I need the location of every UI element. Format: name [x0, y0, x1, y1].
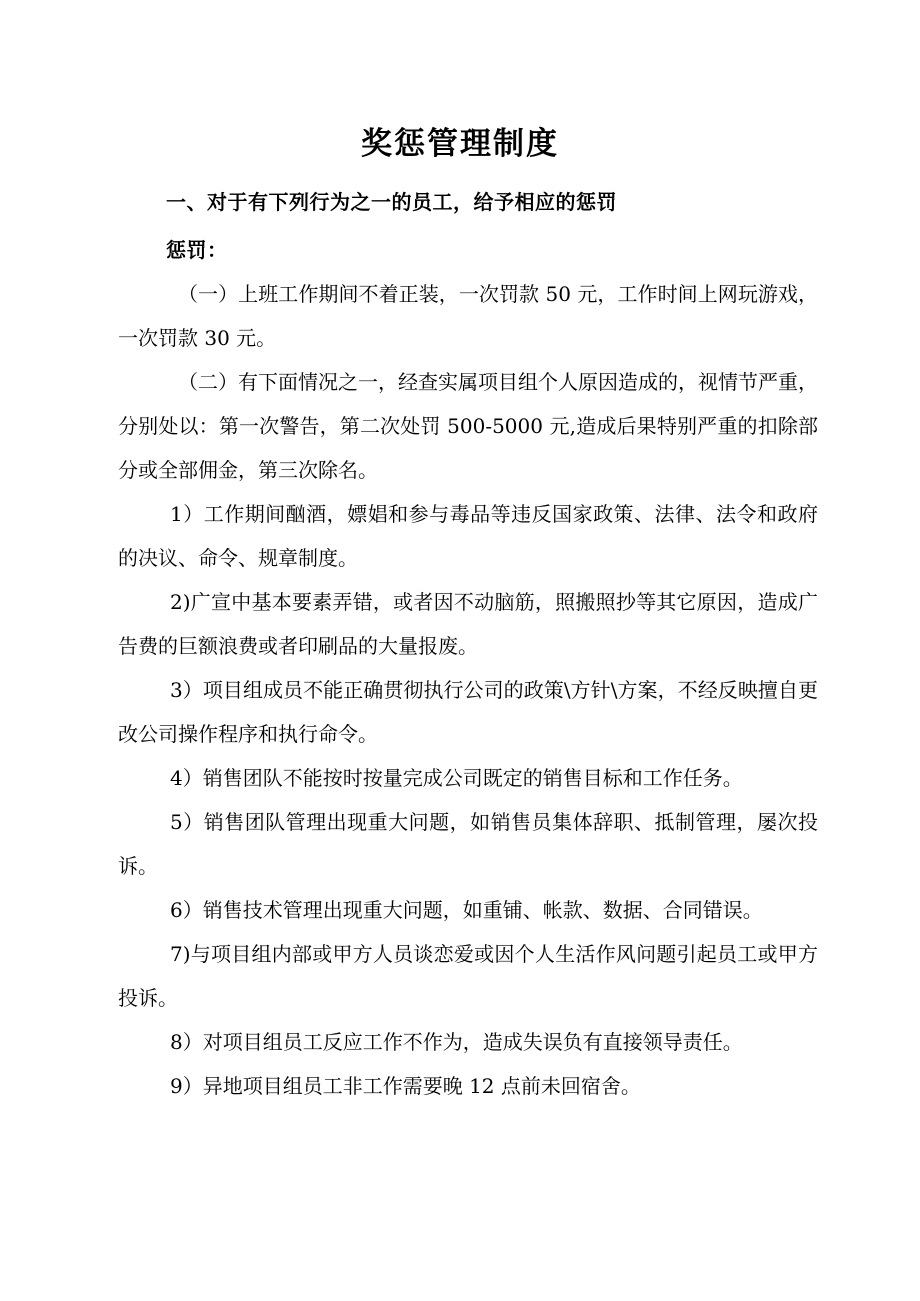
list-item-9: 9）异地项目组员工非工作需要晚 12 点前未回宿舍。 [170, 1074, 641, 1098]
document-body [118, 180, 818, 1108]
paragraph-1: （一）上班工作期间不着正装，一次罚款 50 元，工作时间上网玩游戏，一次罚款 30 元。 [118, 282, 818, 350]
list-item-7: 7)与项目组内部或甲方人员谈恋爱或因个人生活作风问题引起员工或甲方投诉。 [118, 942, 818, 1010]
list-item-4: 4）销售团队不能按时按量完成公司既定的销售目标和工作任务。 [170, 766, 743, 790]
document-title: 奖惩管理制度 [361, 126, 559, 162]
list-item-5: 5）销售团队管理出现重大问题，如销售员集体辞职、抵制管理，屡次投诉。 [118, 810, 818, 878]
list-item-6: 6）销售技术管理出现重大问题，如重铺、帐款、数据、合同错误。 [170, 898, 763, 922]
paragraph-2: （二）有下面情况之一，经查实属项目组个人原因造成的，视情节严重，分别处以：第一次警告，第二次处罚 500-5000 元,造成后果特别严重的扣除部分或全部佣金，第三次除名。 [118, 370, 818, 482]
sub-heading: 惩罚： [166, 238, 228, 262]
section-heading: 一、对于有下列行为之一的员工，给予相应的惩罚 [166, 190, 617, 214]
list-item-8: 8）对项目组员工反应工作不作为，造成失误负有直接领导责任。 [170, 1030, 743, 1054]
list-item-3: 3）项目组成员不能正确贯彻执行公司的政策\方针\方案，不经反映擅自更改公司操作程序和执行命令。 [118, 678, 818, 746]
list-item-1: 1）工作期间酗酒，嫖娼和参与毒品等违反国家政策、法律、法令和政府的决议、命令、规章制度。 [118, 502, 818, 570]
list-item-2: 2)广宣中基本要素弄错，或者因不动脑筋，照搬照抄等其它原因，造成广告费的巨额浪费或者印刷品的大量报废。 [118, 590, 818, 658]
